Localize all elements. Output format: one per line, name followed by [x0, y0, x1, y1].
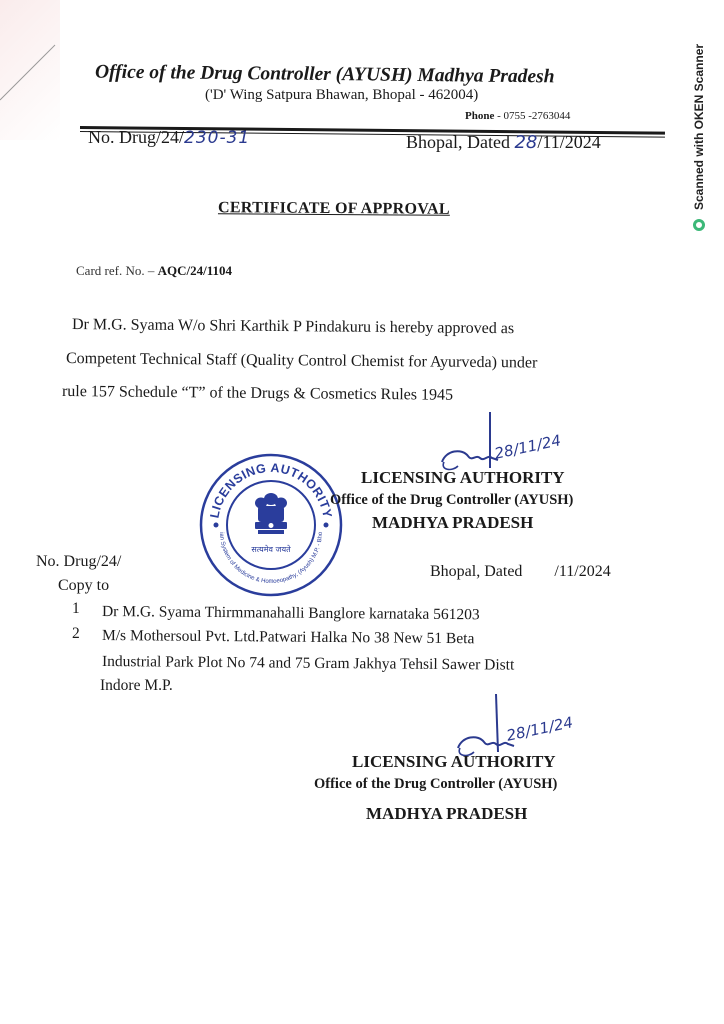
seal-bottom-text: ian System of Medicine & Homoeopathy, (Ayush) M.P. - Bho — [217, 531, 325, 585]
certificate-body-line-3: rule 157 Schedule “T” of the Drugs & Cosmetics Rules 1945 — [61, 383, 454, 404]
signature-2-office: Office of the Drug Controller (AYUSH) — [314, 776, 558, 792]
copy-item-1-line-1: Dr M.G. Syama Thirmmanahalli Banglore karnataka 561203 — [101, 603, 480, 624]
signature-1-state: MADHYA PRADESH — [372, 513, 534, 532]
signature-2-state: MADHYA PRADESH — [366, 804, 528, 823]
copy-month-year: /11/2024 — [554, 563, 611, 580]
copy-ref-number: No. Drug/24/ — [36, 553, 122, 570]
copy-item-2-number: 2 — [72, 625, 80, 642]
certificate-body-line-2: Competent Technical Staff (Quality Control Chemist for Ayurveda) under — [65, 350, 538, 372]
watermark-text: Scanned with OKEN Scanner — [692, 43, 706, 210]
phone-number: - 0755 -2763044 — [497, 110, 571, 122]
office-phone — [465, 110, 570, 122]
signature-1-date: 28/11/24 — [492, 431, 563, 463]
ref-handwritten-number: 230-31 — [184, 128, 251, 148]
reference-date — [406, 132, 601, 153]
oken-scanner-icon — [693, 219, 705, 231]
copy-item-2-line-3: Indore M.P. — [100, 677, 173, 694]
signature-2-date: 28/11/24 — [504, 713, 575, 745]
licensing-authority-seal — [198, 452, 344, 598]
scan-corner-mark — [0, 0, 120, 120]
office-address: ('D' Wing Satpura Bhawan, Bhopal - 462004) — [205, 87, 479, 103]
copy-date — [430, 563, 611, 581]
seal-top-text: LICENSING AUTHORITY — [207, 460, 335, 520]
signature-1-office: Office of the Drug Controller (AYUSH) — [330, 492, 574, 508]
reference-number — [88, 127, 250, 148]
card-ref-label: Card ref. No. – — [76, 263, 155, 278]
national-emblem-icon — [255, 493, 287, 534]
ref-dated-label: Bhopal, Dated — [406, 132, 510, 152]
seal-motto: सत्यमेव जयते — [251, 545, 291, 554]
signature-1-title: LICENSING AUTHORITY — [361, 468, 565, 487]
phone-label: Phone — [465, 110, 495, 122]
copy-dated-label: Bhopal, Dated — [430, 563, 523, 580]
signature-2-title: LICENSING AUTHORITY — [352, 752, 556, 771]
card-ref-value: AQC/24/1104 — [157, 263, 232, 278]
certificate-body-line-1: Dr M.G. Syama W/o Shri Karthik P Pindakuru is hereby approved as — [71, 316, 515, 338]
ref-handwritten-day: 28 — [514, 132, 538, 153]
copy-to-label: Copy to — [58, 577, 110, 594]
copy-item-2-line-1: M/s Mothersoul Pvt. Ltd.Patwari Halka No 38 New 51 Beta — [101, 627, 475, 648]
copy-item-2-line-2: Industrial Park Plot No 74 and 75 Gram Jakhya Tehsil Sawer Distt — [101, 653, 515, 674]
ref-month-year: /11/2024 — [537, 132, 601, 152]
ref-prefix: No. Drug/24/ — [88, 127, 184, 147]
office-title: Office of the Drug Controller (AYUSH) Madhya Pradesh — [94, 61, 555, 88]
certificate-title: CERTIFICATE OF APPROVAL — [217, 199, 450, 218]
copy-item-1-number: 1 — [72, 600, 80, 617]
card-reference — [76, 263, 232, 279]
scanner-watermark — [688, 10, 710, 240]
